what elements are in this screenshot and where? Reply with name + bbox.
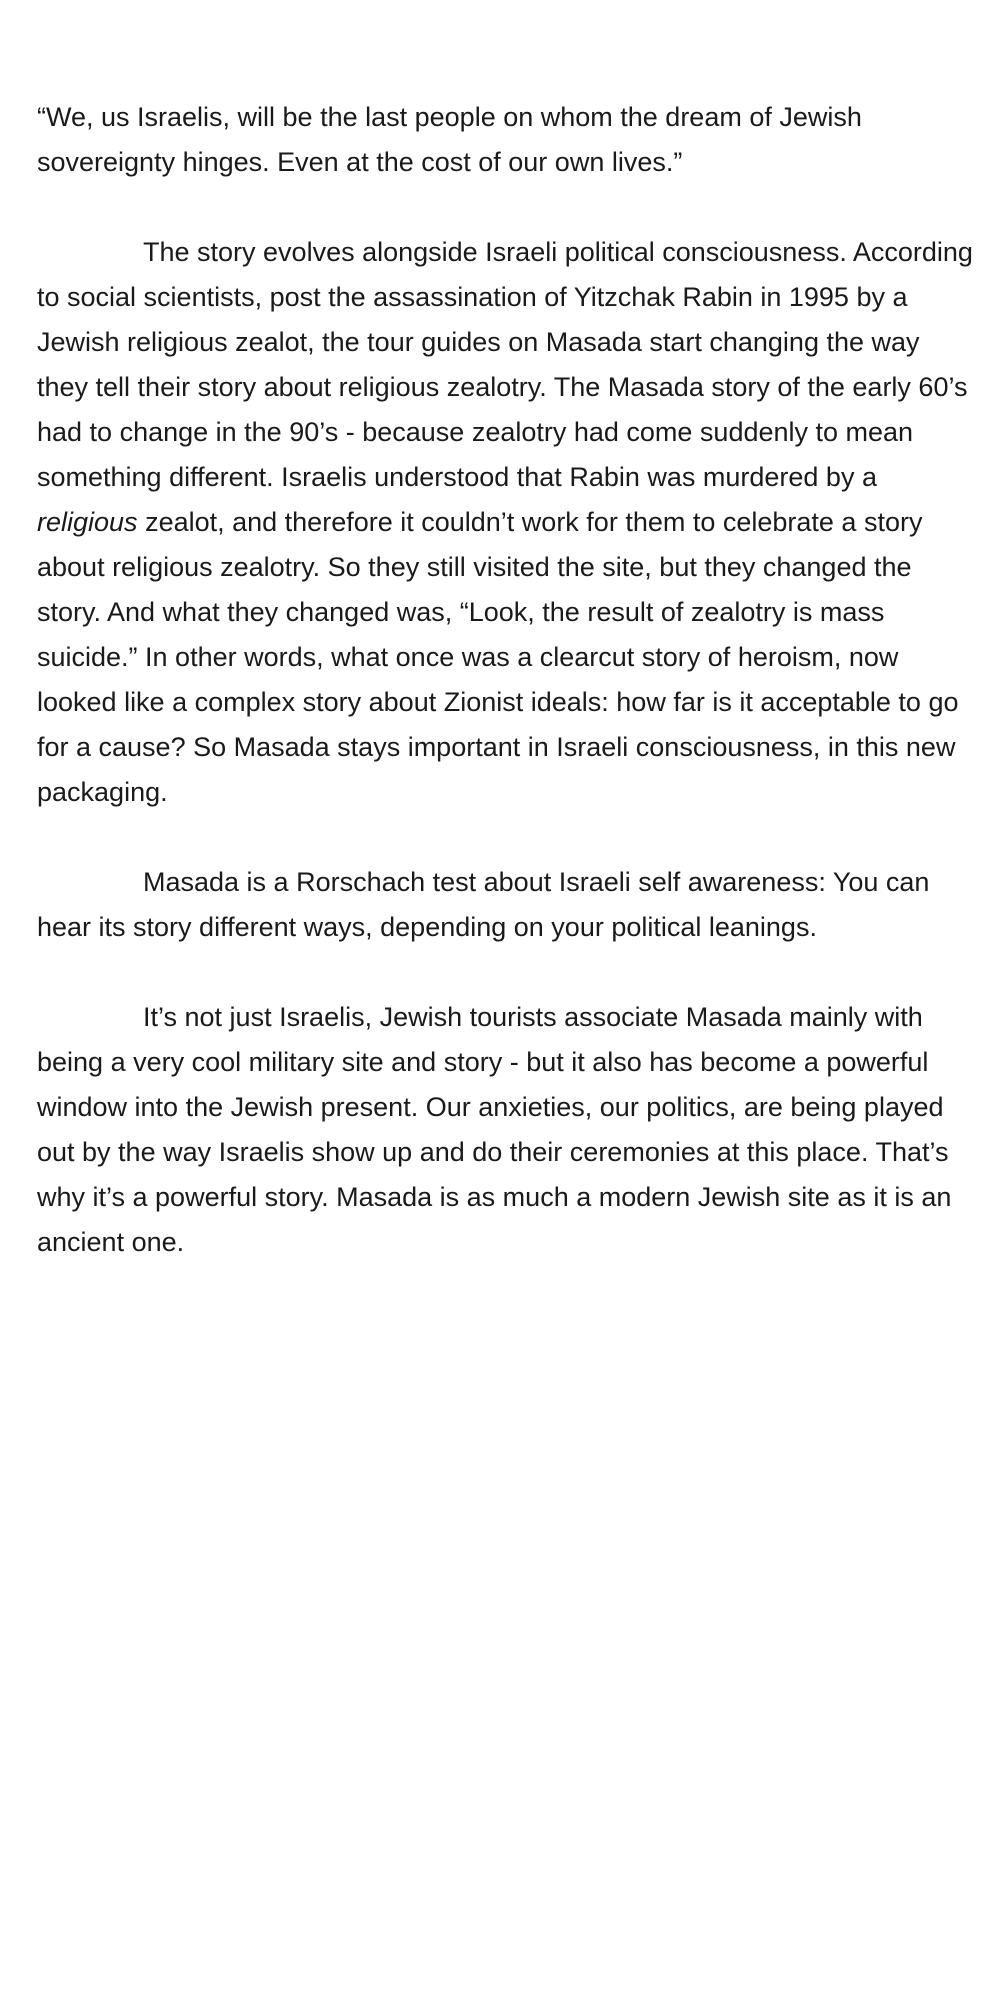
document-body: [37, 95, 977, 1310]
paragraph-text-part: zealot, and therefore it couldn’t work for them to celebrate a story about religious zealotry. So they still visited the site, but they changed the story. And what they changed was, “Look, the result of zealotry is mass suicide.” In other words, what once was a clearcut story of heroism, now looked like a complex story about Zionist ideals: how far is it acceptable to go for a cause? So Masada stays important in Israeli consciousness, in this new packaging.: [37, 507, 959, 807]
paragraph-text-part: The story evolves alongside Israeli political consciousness. According to social scientists, post the assassination of Yitzchak Rabin in 1995 by a Jewish religious zealot, the tour guides on Masada start changing the way they tell their story about religious zealotry. The Masada story of the early 60’s had to change in the 90’s - because zealotry had come suddenly to mean something different. Israelis understood that Rabin was murdered by a: [37, 237, 973, 492]
emphasized-word: religious: [37, 507, 138, 537]
opening-quote: “We, us Israelis, will be the last people on whom the dream of Jewish sovereignty hinges. Even at the cost of our own lives.”: [37, 102, 862, 177]
paragraph-masada-story-evolution: [37, 230, 977, 815]
paragraph-rorschach-test: Masada is a Rorschach test about Israeli self awareness: You can hear its story different ways, depending on your political leanings.: [37, 867, 930, 942]
paragraph-jewish-tourists: It’s not just Israelis, Jewish tourists associate Masada mainly with being a very cool military site and story - but it also has become a powerful window into the Jewish present. Our anxieties, our politics, are being played out by the way Israelis show up and do their ceremonies at this place. That’s why it’s a powerful story. Masada is as much a modern Jewish site as it is an ancient one.: [37, 1002, 952, 1257]
